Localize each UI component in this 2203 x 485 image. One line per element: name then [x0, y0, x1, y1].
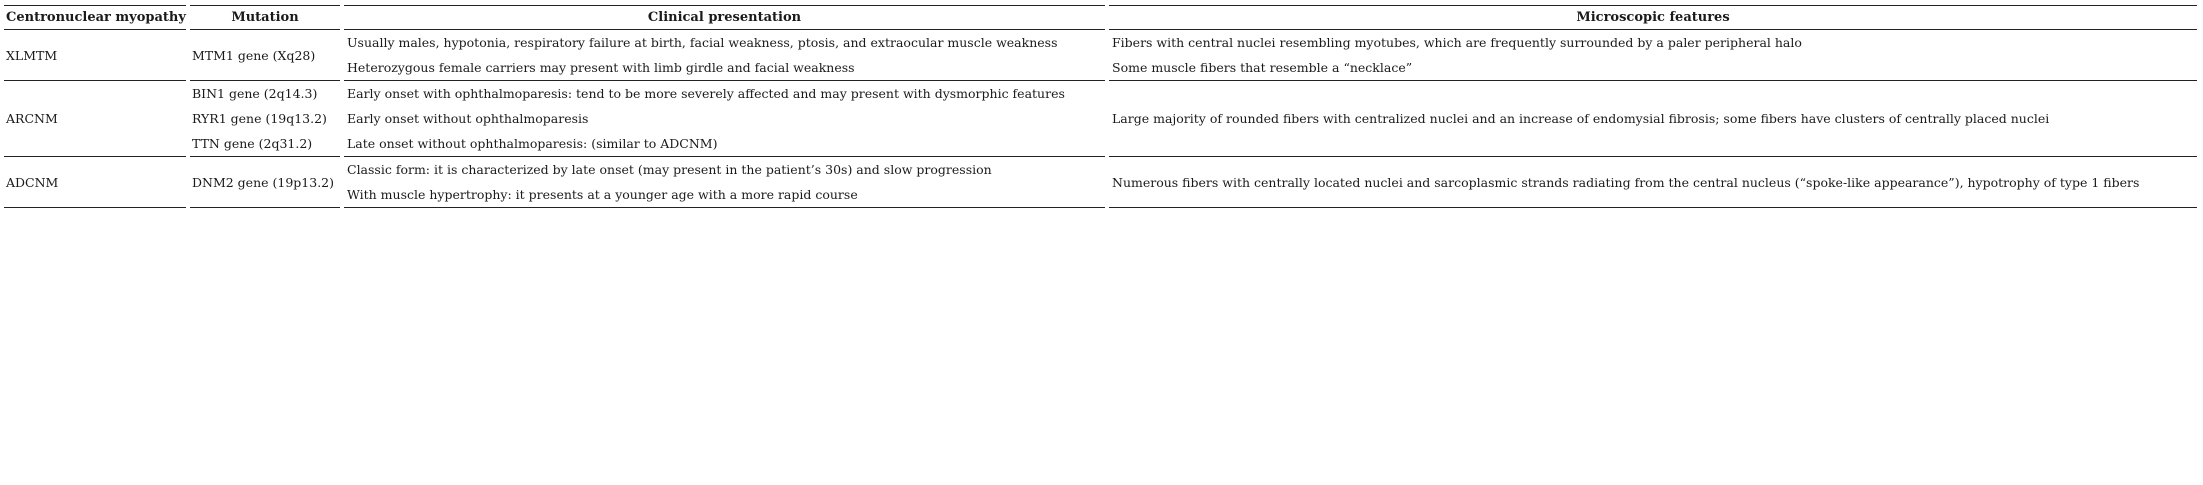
microscopic-line: Fibers with central nuclei resembling myotubes, which are frequently surrounded by a paler peripheral halo — [1112, 35, 1802, 50]
table-row-adcnm — [4, 157, 2197, 208]
mutation-cell — [190, 30, 340, 81]
microscopic-line: Numerous fibers with centrally located nuclei and sarcoplasmic strands radiating from the central nucleus (“spoke-like appearance”), hypotrophy of type 1 fibers — [1112, 174, 2140, 190]
header-clinical-presentation: Clinical presentation — [344, 5, 1105, 30]
myopathy-type-cell — [4, 81, 186, 157]
mutation-gene: DNM2 gene (19p13.2) — [192, 174, 334, 190]
header-myopathy: Centronuclear myopathy — [4, 5, 186, 30]
mutation-cell — [190, 157, 340, 208]
clinical-line: Heterozygous female carriers may present with limb girdle and facial weakness — [347, 60, 855, 75]
myopathy-type: ARCNM — [6, 111, 58, 126]
mutation-cell — [190, 81, 340, 157]
clinical-cell — [344, 157, 1105, 208]
clinical-cell — [344, 30, 1105, 81]
centronuclear-myopathy-table — [4, 5, 2197, 208]
mutation-gene: BIN1 gene (2q14.3) — [192, 86, 318, 101]
microscopic-cell — [1109, 157, 2197, 208]
clinical-cell — [344, 81, 1105, 157]
clinical-line: Early onset with ophthalmoparesis: tend to be more severely affected and may present with dysmorphic features — [347, 86, 1065, 101]
header-microscopic-features: Microscopic features — [1109, 5, 2197, 30]
myopathy-type: XLMTM — [6, 47, 58, 63]
table-header-row — [4, 5, 2197, 30]
clinical-line: With muscle hypertrophy: it presents at a younger age with a more rapid course — [347, 187, 858, 202]
microscopic-line: Some muscle fibers that resemble a “necklace” — [1112, 60, 1413, 75]
microscopic-cell — [1109, 30, 2197, 81]
table-row-xlmtm — [4, 30, 2197, 81]
myopathy-type-cell — [4, 157, 186, 208]
mutation-gene: MTM1 gene (Xq28) — [192, 47, 316, 63]
microscopic-line: Large majority of rounded fibers with centralized nuclei and an increase of endomysial fibrosis; some fibers have clusters of centrally placed nuclei — [1112, 111, 2050, 126]
mutation-gene: RYR1 gene (19q13.2) — [192, 111, 327, 126]
clinical-line: Early onset without ophthalmoparesis — [347, 111, 589, 126]
clinical-line: Usually males, hypotonia, respiratory failure at birth, facial weakness, ptosis, and extraocular muscle weakness — [347, 35, 1058, 50]
table-row-arcnm — [4, 81, 2197, 157]
clinical-line: Late onset without ophthalmoparesis: (similar to ADCNM) — [347, 136, 718, 151]
mutation-gene: TTN gene (2q31.2) — [192, 136, 313, 151]
microscopic-cell — [1109, 81, 2197, 157]
clinical-line: Classic form: it is characterized by late onset (may present in the patient’s 30s) and slow progression — [347, 162, 992, 177]
myopathy-type-cell — [4, 30, 186, 81]
header-mutation: Mutation — [190, 5, 340, 30]
myopathy-type: ADCNM — [6, 174, 59, 190]
